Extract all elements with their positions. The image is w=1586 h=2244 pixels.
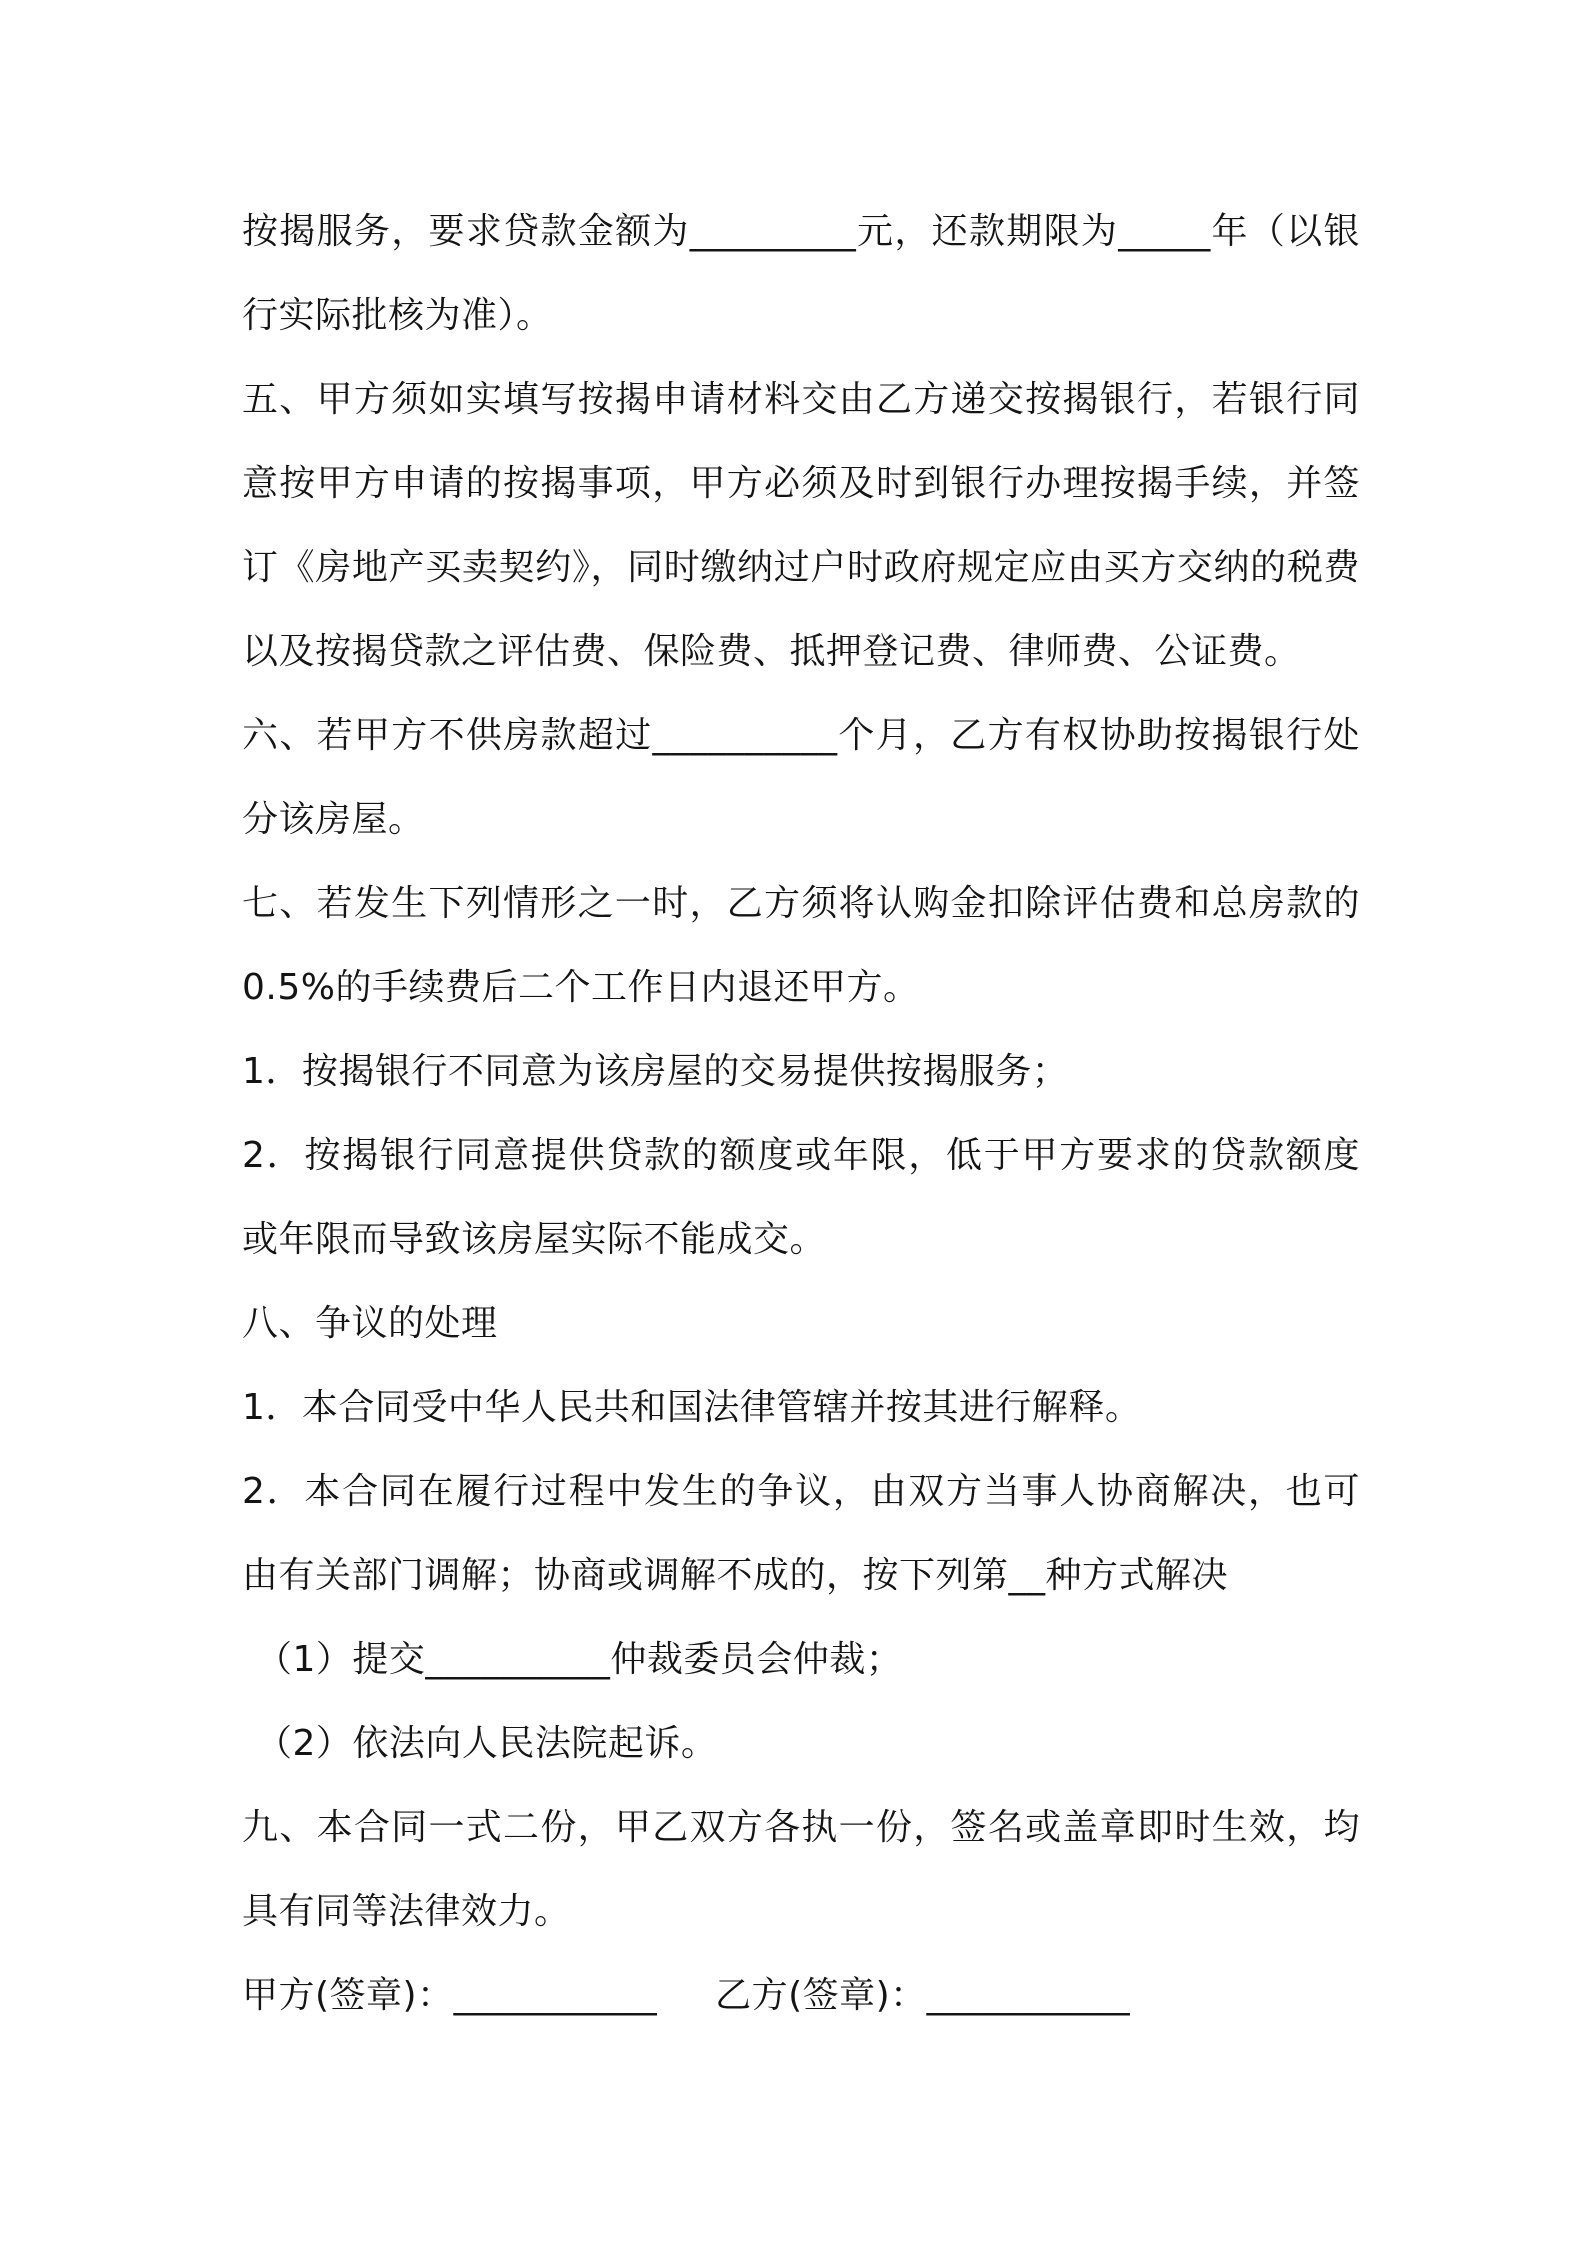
signature-party-b: 乙方(签章)：___________ [715, 1975, 1131, 2016]
contract-body [242, 190, 1360, 2038]
paragraph-clause-6: 六、若甲方不供房款超过__________个月，乙方有权协助按揭银行处分该房屋。 [242, 715, 1360, 840]
paragraph-clause-7: 七、若发生下列情形之一时，乙方须将认购金扣除评估费和总房款的0.5%的手续费后二个工作日内退还甲方。 [242, 883, 1360, 1008]
paragraph-clause-9: 九、本合同一式二份，甲乙双方各执一份，签名或盖章即时生效，均具有同等法律效力。 [242, 1807, 1360, 1932]
paragraph-option-1: （1）提交__________仲裁委员会仲裁； [256, 1639, 903, 1680]
paragraph-clause-8-item-1: 1．本合同受中华人民共和国法律管辖并按其进行解释。 [242, 1387, 1142, 1428]
paragraph-clause-7-item-2: 2．按揭银行同意提供贷款的额度或年限，低于甲方要求的贷款额度或年限而导致该房屋实际不能成交。 [242, 1135, 1360, 1260]
signature-party-a: 甲方(签章)：___________ [242, 1975, 658, 2016]
paragraph-clause-8-item-2: 2．本合同在履行过程中发生的争议，由双方当事人协商解决，也可由有关部门调解；协商或调解不成的，按下列第__种方式解决 [242, 1471, 1360, 1596]
paragraph-clause-7-item-1: 1．按揭银行不同意为该房屋的交易提供按揭服务； [242, 1051, 1069, 1092]
paragraph-option-2: （2）依法向人民法院起诉。 [256, 1723, 718, 1764]
signature-row [242, 1954, 1360, 2038]
paragraph-loan-terms: 按揭服务，要求贷款金额为_________元，还款期限为_____年（以银行实际批核为准）。 [242, 211, 1360, 336]
paragraph-clause-5: 五、甲方须如实填写按揭申请材料交由乙方递交按揭银行，若银行同意按甲方申请的按揭事项，甲方必须及时到银行办理按揭手续，并签订《房地产买卖契约》，同时缴纳过户时政府规定应由买方交纳的税费以及按揭贷款之评估费、保险费、抵押登记费、律师费、公证费。 [242, 379, 1360, 672]
heading-clause-8: 八、争议的处理 [242, 1303, 498, 1344]
